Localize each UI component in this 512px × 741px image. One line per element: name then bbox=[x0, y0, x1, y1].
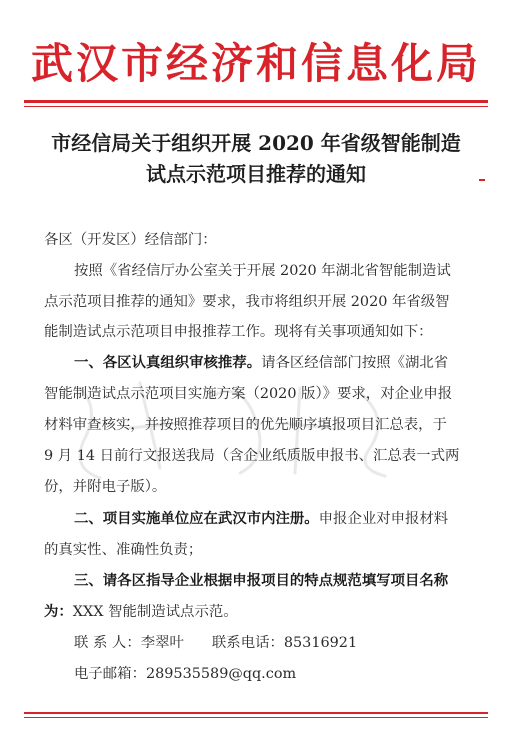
intro-line-3: 能制造试点示范项目申报推荐工作。现将有关事项通知如下： bbox=[44, 324, 433, 340]
item-1-line-3: 材料审查核实，并按照推荐项目的优先顺序填报项目汇总表，于 bbox=[44, 417, 447, 433]
contact-phone-label: 联系电话： bbox=[211, 635, 284, 651]
item-2-line-1 bbox=[74, 509, 448, 529]
item-1-line-2: 智能制造试点示范项目实施方案（2020 版）》要求，对企业申报 bbox=[44, 386, 453, 402]
document-title-line-2: 试点示范项目推荐的通知 bbox=[146, 162, 366, 186]
item-1-heading: 一、各区认真组织审核推荐。 bbox=[74, 354, 262, 371]
letterhead-rule-thick bbox=[24, 100, 488, 103]
item-1-line-1 bbox=[74, 353, 448, 373]
salutation: 各区（开发区）经信部门： bbox=[44, 232, 217, 248]
contact-person-label: 联 系 人： bbox=[74, 635, 141, 651]
footer-rule-thin bbox=[24, 717, 488, 718]
letterhead-org-name: 武汉市经济和信息化局 bbox=[30, 39, 481, 88]
item-1-text: 请各区经信部门按照《湖北省 bbox=[261, 355, 449, 371]
contact-person-name: 李翠叶 bbox=[140, 635, 184, 651]
item-1-line-5: 份，并附电子版）。 bbox=[44, 479, 167, 495]
item-3-line-2 bbox=[44, 602, 238, 622]
item-3-heading-tail: 为： bbox=[44, 603, 73, 620]
stray-red-mark bbox=[479, 179, 485, 181]
footer-rule-thick bbox=[24, 712, 488, 714]
contact-line bbox=[74, 633, 357, 653]
contact-phone-number: 85316921 bbox=[283, 635, 358, 651]
letterhead-rule-thin bbox=[24, 106, 488, 107]
email-label: 电子邮箱： bbox=[74, 666, 146, 682]
item-3-line-1 bbox=[74, 571, 448, 591]
email-address: 289535589@qq.com bbox=[145, 666, 297, 682]
item-3-text: XXX 智能制造试点示范。 bbox=[72, 604, 238, 620]
intro-line-1: 按照《省经信厅办公室关于开展 2020 年湖北省智能制造试 bbox=[74, 263, 451, 279]
item-2-heading: 二、项目实施单位应在武汉市内注册。 bbox=[74, 510, 319, 527]
intro-line-2: 点示范项目推荐的通知》要求，我市将组织开展 2020 年省级智 bbox=[44, 294, 450, 310]
document-title-line-1: 市经信局关于组织开展 2020 年省级智能制造 bbox=[51, 131, 461, 155]
item-3-heading: 三、请各区指导企业根据申报项目的特点规范填写项目名称 bbox=[74, 572, 449, 589]
item-2-line-2: 的真实性、准确性负责； bbox=[44, 542, 203, 558]
email-line bbox=[74, 664, 296, 684]
item-1-line-4: 9 月 14 日前行文报送我局（含企业纸质版申报书、汇总表一式两 bbox=[44, 448, 460, 464]
item-2-text: 申报企业对申报材料 bbox=[318, 511, 449, 527]
